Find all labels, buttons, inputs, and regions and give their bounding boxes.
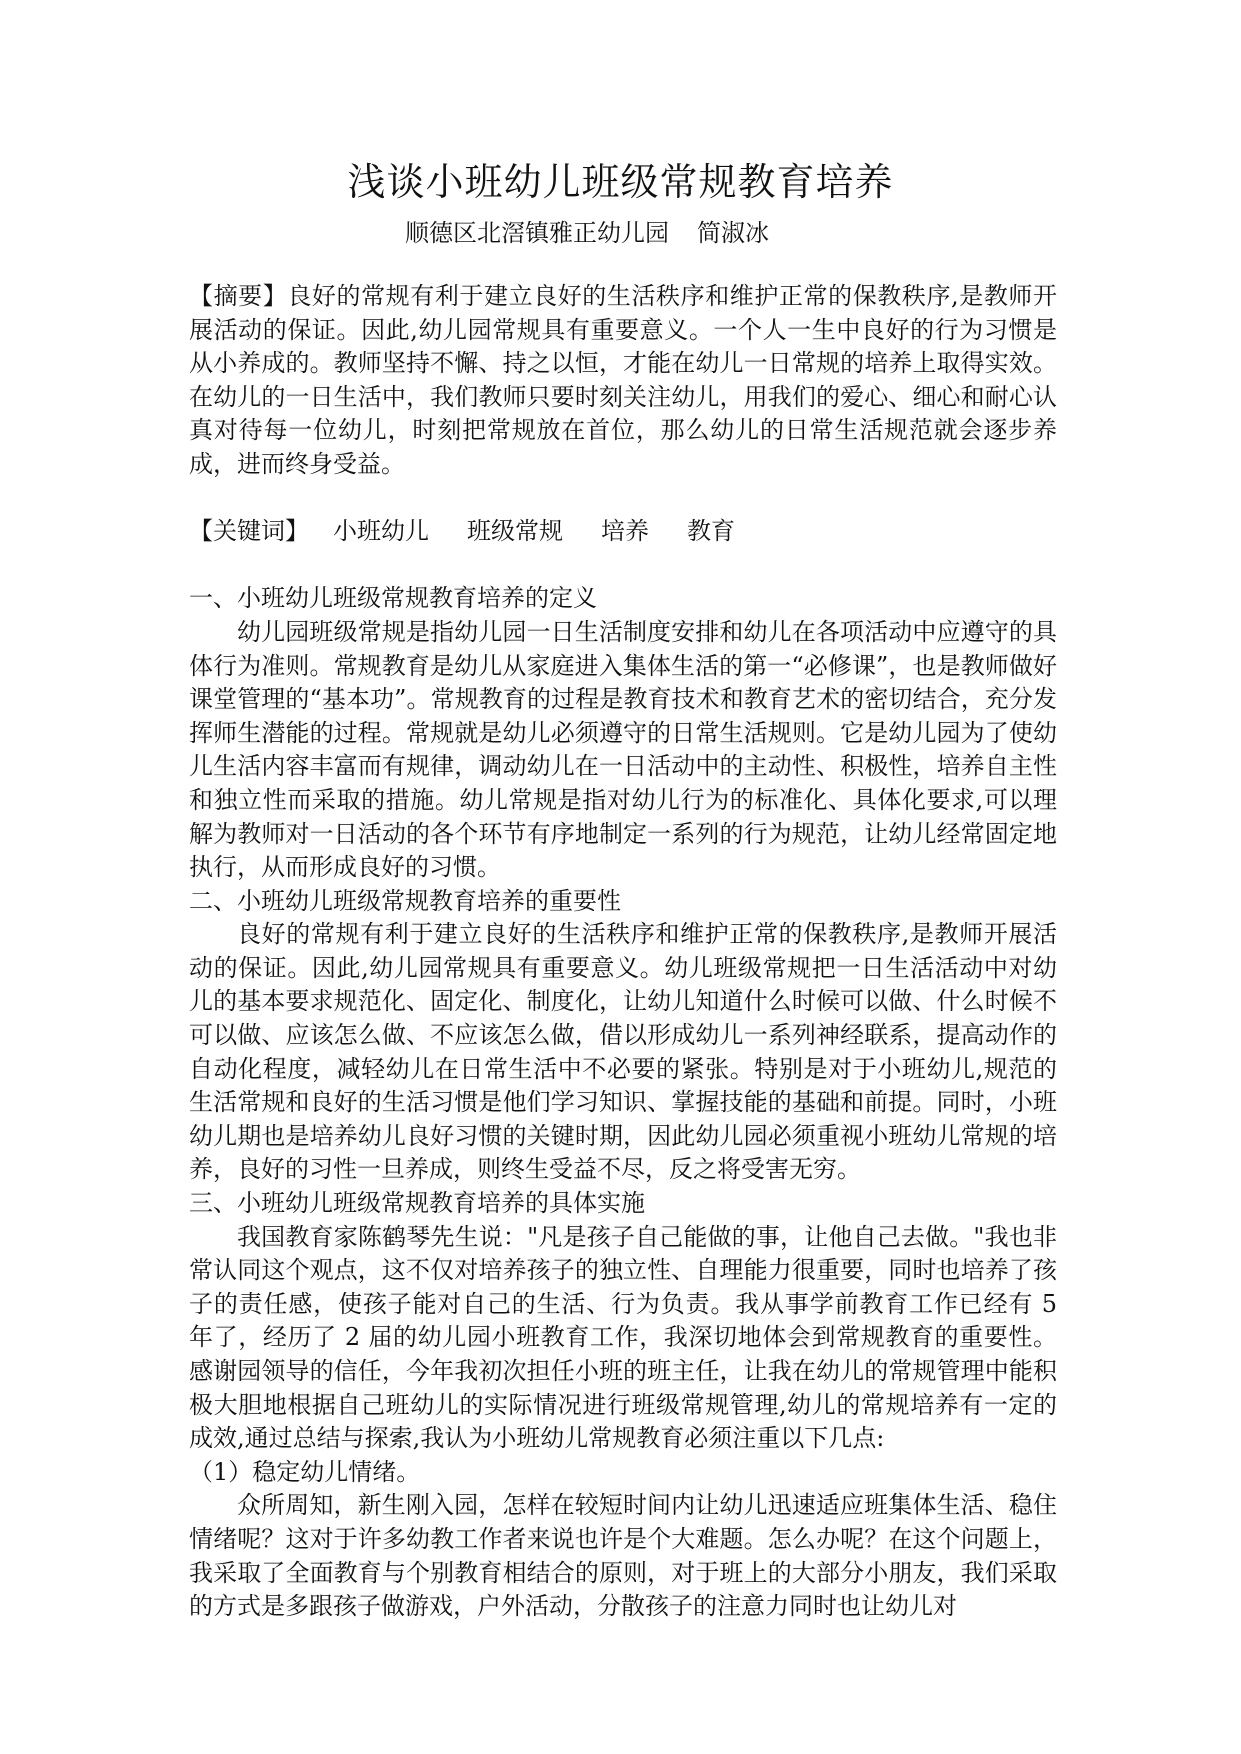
keywords-line: [189, 515, 1057, 549]
subsection-body: 众所周知，新生刚入园，怎样在较短时间内让幼儿迅速适应班集体生活、稳住情绪呢？这对于许多幼教工作者来说也许是个大难题。怎么办呢？在这个问题上，我采取了全面教育与个别教育相结合的原则，对于班上的大部分小朋友，我们采取的方式是多跟孩子做游戏，户外活动，分散孩子的注意力同时也让幼儿对: [189, 1491, 1057, 1621]
section-body: 良好的常规有利于建立良好的生活秩序和维护正常的保教秩序,是教师开展活动的保证。因此,幼儿园常规具有重要意义。幼儿班级常规把一日生活活动中对幼儿的基本要求规范化、固定化、制度化，让幼儿知道什么时候可以做、什么时候不可以做、应该怎么做、不应该怎么做，借以形成幼儿一系列神经联系，提高动作的自动化程度，减轻幼儿在日常生活中不必要的紧张。特别是对于小班幼儿,规范的生活常规和良好的生活习惯是他们学习知识、掌握技能的基础和前提。同时，小班幼儿期也是培养幼儿良好习惯的关键时期，因此幼儿园必须重视小班幼儿常规的培养，良好的习性一旦养成，则终生受益不尽，反之将受害无穷。: [189, 920, 1057, 1184]
keywords-label: 【关键词】: [189, 517, 309, 546]
section-body: 我国教育家陈鹤琴先生说："凡是孩子自己能做的事，让他自己去做。"我也非常认同这个观点，这不仅对培养孩子的独立性、自理能力很重要，同时也培养了孩子的责任感，使孩子能对自己的生活、行为负责。我从事学前教育工作已经有 5 年了，经历了 2 届的幼儿园小班教育工作，我深切地体会到常规教育的重要性。感谢园领导的信任，今年我初次担任小班的班主任，让我在幼儿的常规管理中能积极大胆地根据自己班幼儿的实际情况进行班级常规管理,幼儿的常规培养有一定的成效,通过总结与探索,我认为小班幼儿常规教育必须注重以下几点:: [189, 1222, 1057, 1453]
document-title: 浅谈小班幼儿班级常规教育培养: [347, 160, 894, 204]
section-heading: 三、小班幼儿班级常规教育培养的具体实施: [189, 1189, 645, 1218]
abstract-paragraph: [189, 280, 1057, 482]
spacer: [189, 482, 1057, 516]
keyword: 教育: [687, 517, 735, 546]
byline: [405, 216, 769, 250]
keyword: 培养: [601, 517, 649, 546]
subsection-heading: （1）稳定幼儿情绪。: [189, 1457, 421, 1486]
spacer: [189, 549, 1057, 583]
keyword: 小班幼儿: [333, 517, 429, 546]
document-body: [189, 280, 1057, 1624]
abstract-label: 【摘要】: [189, 282, 288, 310]
section-heading: 二、小班幼儿班级常规教育培养的重要性: [189, 886, 621, 915]
keyword: 班级常规: [467, 517, 563, 546]
section-heading: 一、小班幼儿班级常规教育培养的定义: [189, 584, 597, 613]
author-name: 简淑冰: [697, 219, 769, 247]
section-body: 幼儿园班级常规是指幼儿园一日生活制度安排和幼儿在各项活动中应遵守的具体行为准则。常规教育是幼儿从家庭进入集体生活的第一“必修课”，也是教师做好课堂管理的“基本功”。常规教育的过程是教育技术和教育艺术的密切结合，充分发挥师生潜能的过程。常规就是幼儿必须遵守的日常生活规则。它是幼儿园为了使幼儿生活内容丰富而有规律，调动幼儿在一日活动中的主动性、积极性，培养自主性和独立性而采取的措施。幼儿常规是指对幼儿行为的标准化、具体化要求,可以理解为教师对一日活动的各个环节有序地制定一系列的行为规范，让幼儿经常固定地执行，从而形成良好的习惯。: [189, 617, 1057, 882]
institution-name: 顺德区北滘镇雅正幼儿园: [405, 219, 669, 247]
abstract-text: 良好的常规有利于建立良好的生活秩序和维护正常的保教秩序,是教师开展活动的保证。因此,幼儿园常规具有重要意义。一个人一生中良好的行为习惯是从小养成的。教师坚持不懈、持之以恒，才能在幼儿一日常规的培养上取得实效。在幼儿的一日生活中，我们教师只要时刻关注幼儿，用我们的爱心、细心和耐心认真对待每一位幼儿，时刻把常规放在首位，那么幼儿的日常生活规范就会逐步养成，进而终身受益。: [189, 282, 1057, 478]
